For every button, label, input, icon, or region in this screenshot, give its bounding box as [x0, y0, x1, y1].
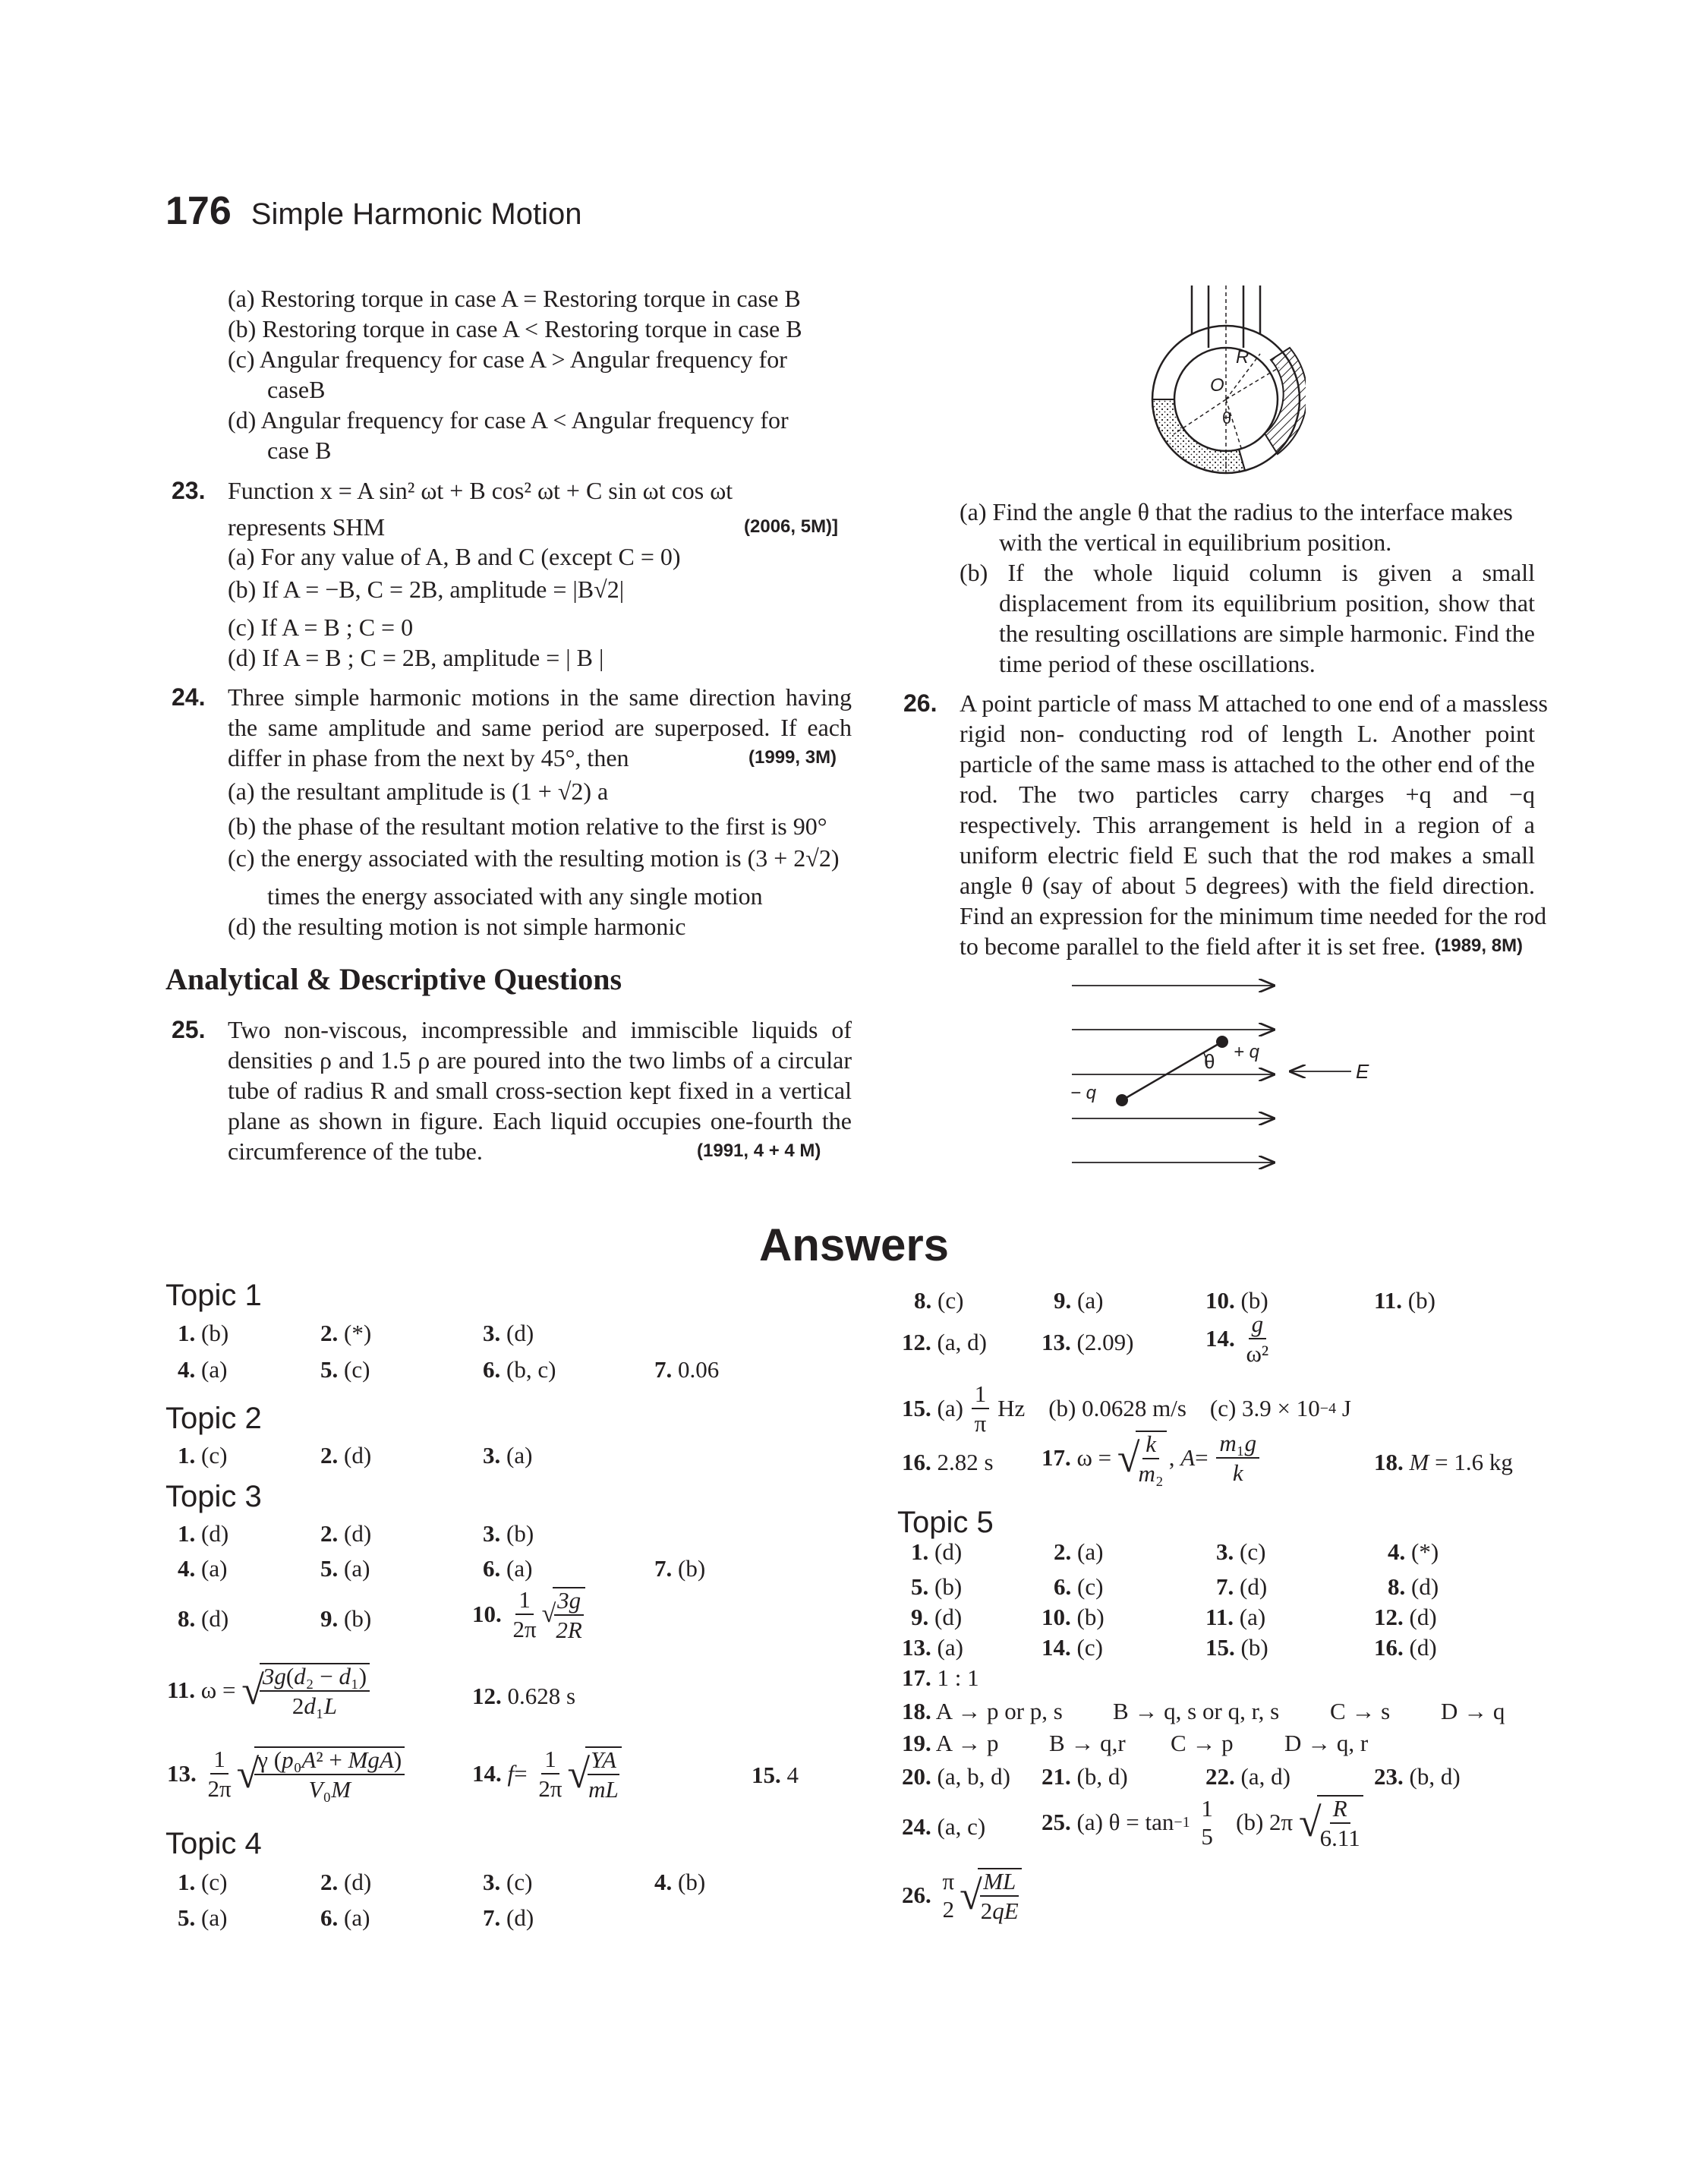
t4-answer-11: 11. (b) — [1374, 1287, 1435, 1314]
q23-stem: Function x = A sin² ωt + B cos² ωt + C sin ωt cos ωt — [228, 477, 733, 504]
t3-answer-15: 15. 4 — [752, 1762, 799, 1788]
t5-answer-19-b: B → q,r — [1049, 1730, 1126, 1756]
t5-answer-18-d: D → q — [1441, 1698, 1505, 1724]
q23-option-c: (c) If A = B ; C = 0 — [228, 614, 414, 641]
q23-stem-cont: represents SHM — [228, 513, 386, 541]
q23-number: 23. — [172, 477, 206, 504]
t3-answer-11: 11. ω = √ $\frac{\text{3g(d₂ − d₁)}}{\text{2d₁L}}$ — [167, 1663, 372, 1718]
q26-number: 26. — [903, 689, 938, 717]
t5-answer-1: 1. (d) — [911, 1538, 963, 1565]
t5-answer-15: 15. (b) — [1205, 1634, 1268, 1661]
t5-answer-11: 11. (a) — [1205, 1604, 1266, 1630]
t1-answer-4: 4. (a) — [178, 1356, 228, 1383]
t5-answer-6: 6. (c) — [1054, 1573, 1104, 1600]
q23-year-tag: (2006, 5M)] — [744, 516, 839, 537]
t5-answer-18-b: B → q, s or q, r, s — [1113, 1698, 1280, 1724]
t1-answer-3: 3. (d) — [483, 1320, 534, 1346]
t3-answer-10: 10. $\frac{1}{2\pi}$ √ $\frac{3g}{2R}$ — [472, 1587, 588, 1642]
q22-option-d: (d) Angular frequency for case A < Angular frequency for — [228, 406, 789, 434]
fig26-label-minus-q: − q — [1070, 1083, 1097, 1103]
t3-answer-12: 12. 0.628 s — [472, 1683, 576, 1709]
q26-year-tag: (1989, 8M) — [1435, 935, 1524, 956]
q23-option-d: (d) If A = B ; C = 2B, amplitude = | B | — [228, 644, 604, 671]
t3-answer-1: 1. (d) — [178, 1520, 229, 1547]
t5-answer-21: 21. (b, d) — [1042, 1763, 1128, 1790]
t5-answer-17: 17. 1 : 1 — [902, 1664, 979, 1691]
topic5-title: Topic 5 — [897, 1506, 994, 1539]
t5-answer-19-d: D → q, r — [1284, 1730, 1369, 1756]
q24-option-c-cont: times the energy associated with any single motion — [267, 882, 763, 910]
t5-answer-2: 2. (a) — [1054, 1538, 1104, 1565]
t5-answer-25: 25. (a) θ = tan −1 1 5 (b) 2π √ $\frac{R}{6.11}$ — [1042, 1795, 1366, 1850]
t4-answer-9: 9. (a) — [1054, 1287, 1104, 1314]
t4-answer-17: 17. ω = √ $\frac{k}{\text{m₂}}$ , A = $\frac{\text{m₁g}}{k}$ — [1042, 1431, 1262, 1485]
q26-line-7: angle θ (say of about 5 degrees) with the field direction. — [960, 872, 1535, 899]
q22-option-b: (b) Restoring torque in case A < Restoring torque in case B — [228, 315, 802, 342]
t5-answer-19-c: C → p — [1171, 1730, 1234, 1756]
t5-answer-7: 7. (d) — [1216, 1573, 1268, 1600]
t4-answer-8: 8. (c) — [914, 1287, 964, 1314]
t2-answer-1: 1. (c) — [178, 1442, 228, 1468]
t5-answer-22: 22. (a, d) — [1205, 1763, 1290, 1790]
q22-option-c: (c) Angular frequency for case A > Angular frequency for — [228, 345, 787, 373]
charge-negative — [1116, 1094, 1128, 1106]
t4-answer-4: 4. (b) — [654, 1869, 706, 1895]
q24-line-1: Three simple harmonic motions in the same direction having — [228, 683, 852, 711]
q26-line-6: uniform electric field E such that the rod makes a small — [960, 841, 1535, 869]
chapter-title: Simple Harmonic Motion — [251, 197, 582, 231]
t3-answer-7: 7. (b) — [654, 1555, 706, 1582]
t4-answer-12: 12. (a, d) — [902, 1329, 987, 1355]
t4-answer-6: 6. (a) — [320, 1904, 370, 1931]
t4-answer-5: 5. (a) — [178, 1904, 228, 1931]
t4-answer-14: 14. $\frac{g}{\text{ω²}}$ — [1205, 1311, 1269, 1367]
q25-part-b-cont-3: time period of these oscillations. — [999, 650, 1316, 677]
q23-option-a: (a) For any value of A, B and C (except C = 0) — [228, 543, 681, 570]
t5-answer-3: 3. (c) — [1216, 1538, 1266, 1565]
q24-option-b: (b) the phase of the resultant motion relative to the first is 90° — [228, 812, 827, 840]
fig26-label-plus-q: + q — [1234, 1042, 1260, 1062]
fig26-label-E: E — [1356, 1060, 1369, 1083]
q24-year-tag: (1999, 3M) — [748, 747, 837, 768]
t4-answer-1: 1. (c) — [178, 1869, 228, 1895]
t3-answer-8: 8. (d) — [178, 1605, 229, 1632]
t4-answer-2: 2. (d) — [320, 1869, 372, 1895]
t5-answer-13: 13. (a) — [902, 1634, 963, 1661]
section-heading: Analytical & Descriptive Questions — [165, 962, 622, 996]
t5-answer-24: 24. (a, c) — [902, 1813, 986, 1840]
t5-answer-9: 9. (d) — [911, 1604, 963, 1630]
q22-option-d-cont: case B — [267, 437, 332, 464]
q25-part-a-cont: with the vertical in equilibrium position. — [999, 528, 1392, 556]
t5-answer-20: 20. (a, b, d) — [902, 1763, 1010, 1790]
q26-figure — [1063, 968, 1382, 1173]
q25-line-1: Two non-viscous, incompressible and immiscible liquids of — [228, 1016, 852, 1043]
t4-answer-7: 7. (d) — [483, 1904, 534, 1931]
t5-answer-4: 4. (*) — [1388, 1538, 1439, 1565]
q25-part-b: (b) If the whole liquid column is given a small — [960, 559, 1535, 586]
q25-part-a: (a) Find the angle θ that the radius to the interface makes — [960, 498, 1513, 525]
q24-option-a: (a) the resultant amplitude is (1 + √2) a — [228, 778, 609, 805]
q25-part-b-cont-2: the resulting oscillations are simple harmonic. Find the — [999, 620, 1535, 647]
fig25-label-theta: θ — [1222, 409, 1232, 427]
topic3-title: Topic 3 — [165, 1480, 262, 1513]
answers-heading: Answers — [758, 1219, 950, 1270]
t5-answer-19: 19. A → p — [902, 1730, 999, 1756]
t5-answer-16: 16. (d) — [1374, 1634, 1437, 1661]
q24-line-3: differ in phase from the next by 45°, then — [228, 744, 629, 771]
q25-line-4: plane as shown in figure. Each liquid occupies one-fourth the — [228, 1107, 852, 1134]
page-header — [165, 188, 581, 234]
q25-line-3: tube of radius R and small cross-section kept fixed in a vertical — [228, 1077, 852, 1104]
q24-option-c: (c) the energy associated with the resulting motion is (3 + 2√2) — [228, 844, 840, 872]
t3-answer-13: 13. $\frac{1}{2\pi}$ √ $\frac{\text{γ (p₀A² + MgA)}}{\text{V₀M}}$ — [167, 1746, 407, 1801]
t5-answer-14: 14. (c) — [1042, 1634, 1103, 1661]
t4-answer-3: 3. (c) — [483, 1869, 533, 1895]
t2-answer-3: 3. (a) — [483, 1442, 533, 1468]
q26-line-9: to become parallel to the field after it is set free. — [960, 932, 1426, 960]
topic1-title: Topic 1 — [165, 1279, 262, 1312]
q25-part-b-cont-1: displacement from its equilibrium position, show that — [999, 589, 1535, 617]
t5-answer-5: 5. (b) — [911, 1573, 963, 1600]
q24-option-d: (d) the resulting motion is not simple harmonic — [228, 913, 686, 940]
q25-figure — [1123, 285, 1306, 486]
charge-positive — [1216, 1036, 1228, 1048]
q23-option-b: (b) If A = −B, C = 2B, amplitude = |B√2| — [228, 576, 625, 603]
t3-answer-6: 6. (a) — [483, 1555, 533, 1582]
t5-answer-10: 10. (b) — [1042, 1604, 1105, 1630]
q25-line-2: densities ρ and 1.5 ρ are poured into the two limbs of a circular — [228, 1046, 852, 1074]
t4-answer-13: 13. (2.09) — [1042, 1329, 1134, 1355]
q26-line-1: A point particle of mass M attached to one end of a massless — [960, 689, 1548, 717]
fig25-label-R: R — [1236, 347, 1249, 368]
q25-year-tag: (1991, 4 + 4 M) — [697, 1140, 821, 1161]
t1-answer-7: 7. 0.06 — [654, 1356, 720, 1383]
page-number: 176 — [165, 189, 232, 233]
q26-line-5: respectively. This arrangement is held in a region of a — [960, 811, 1535, 838]
q22-option-c-cont: caseB — [267, 376, 326, 403]
t3-answer-9: 9. (b) — [320, 1605, 372, 1632]
q22-option-a: (a) Restoring torque in case A = Restoring torque in case B — [228, 285, 801, 312]
q26-line-2: rigid non- conducting rod of length L. Another point — [960, 720, 1535, 747]
q25-line-5: circumference of the tube. — [228, 1137, 483, 1165]
q26-line-8: Find an expression for the minimum time needed for the rod — [960, 902, 1547, 929]
t5-answer-18: 18. A → p or p, s — [902, 1698, 1063, 1724]
topic4-title: Topic 4 — [165, 1827, 262, 1860]
topic2-title: Topic 2 — [165, 1402, 262, 1435]
q25-number: 25. — [172, 1016, 206, 1043]
t5-answer-26: 26. π 2 √ $\frac{ML}{2qE}$ — [902, 1868, 1024, 1923]
t4-answer-10: 10. (b) — [1205, 1287, 1268, 1314]
t5-answer-23: 23. (b, d) — [1374, 1763, 1461, 1790]
fig26-label-theta: θ — [1204, 1050, 1215, 1073]
t5-answer-12: 12. (d) — [1374, 1604, 1437, 1630]
q26-line-4: rod. The two particles carry charges +q and −q — [960, 781, 1535, 808]
t3-answer-5: 5. (a) — [320, 1555, 370, 1582]
t1-answer-5: 5. (c) — [320, 1356, 370, 1383]
t4-answer-18: 18. M = 1.6 kg — [1374, 1449, 1513, 1475]
t1-answer-1: 1. (b) — [178, 1320, 229, 1346]
t4-answer-16: 16. 2.82 s — [902, 1449, 994, 1475]
q24-line-2: the same amplitude and same period are superposed. If each — [228, 714, 852, 741]
t2-answer-2: 2. (d) — [320, 1442, 372, 1468]
t5-answer-8: 8. (d) — [1388, 1573, 1439, 1600]
t3-answer-4: 4. (a) — [178, 1555, 228, 1582]
t1-answer-6: 6. (b, c) — [483, 1356, 556, 1383]
t3-answer-2: 2. (d) — [320, 1520, 372, 1547]
t5-answer-18-c: C → s — [1330, 1698, 1391, 1724]
t4-answer-15: 15. (a) $\frac{1}{\pi}$ Hz (b) 0.0628 m/s (c) 3.9 × 10 −4 J — [902, 1380, 1351, 1437]
q24-number: 24. — [172, 683, 206, 711]
q26-line-3: particle of the same mass is attached to the other end of the — [960, 750, 1535, 778]
t3-answer-3: 3. (b) — [483, 1520, 534, 1547]
fig25-label-O: O — [1210, 375, 1224, 396]
t1-answer-2: 2. (*) — [320, 1320, 372, 1346]
t3-answer-14: 14. f = $\frac{1}{2\pi}$ √ $\frac{YA}{mL}$ — [472, 1746, 624, 1801]
